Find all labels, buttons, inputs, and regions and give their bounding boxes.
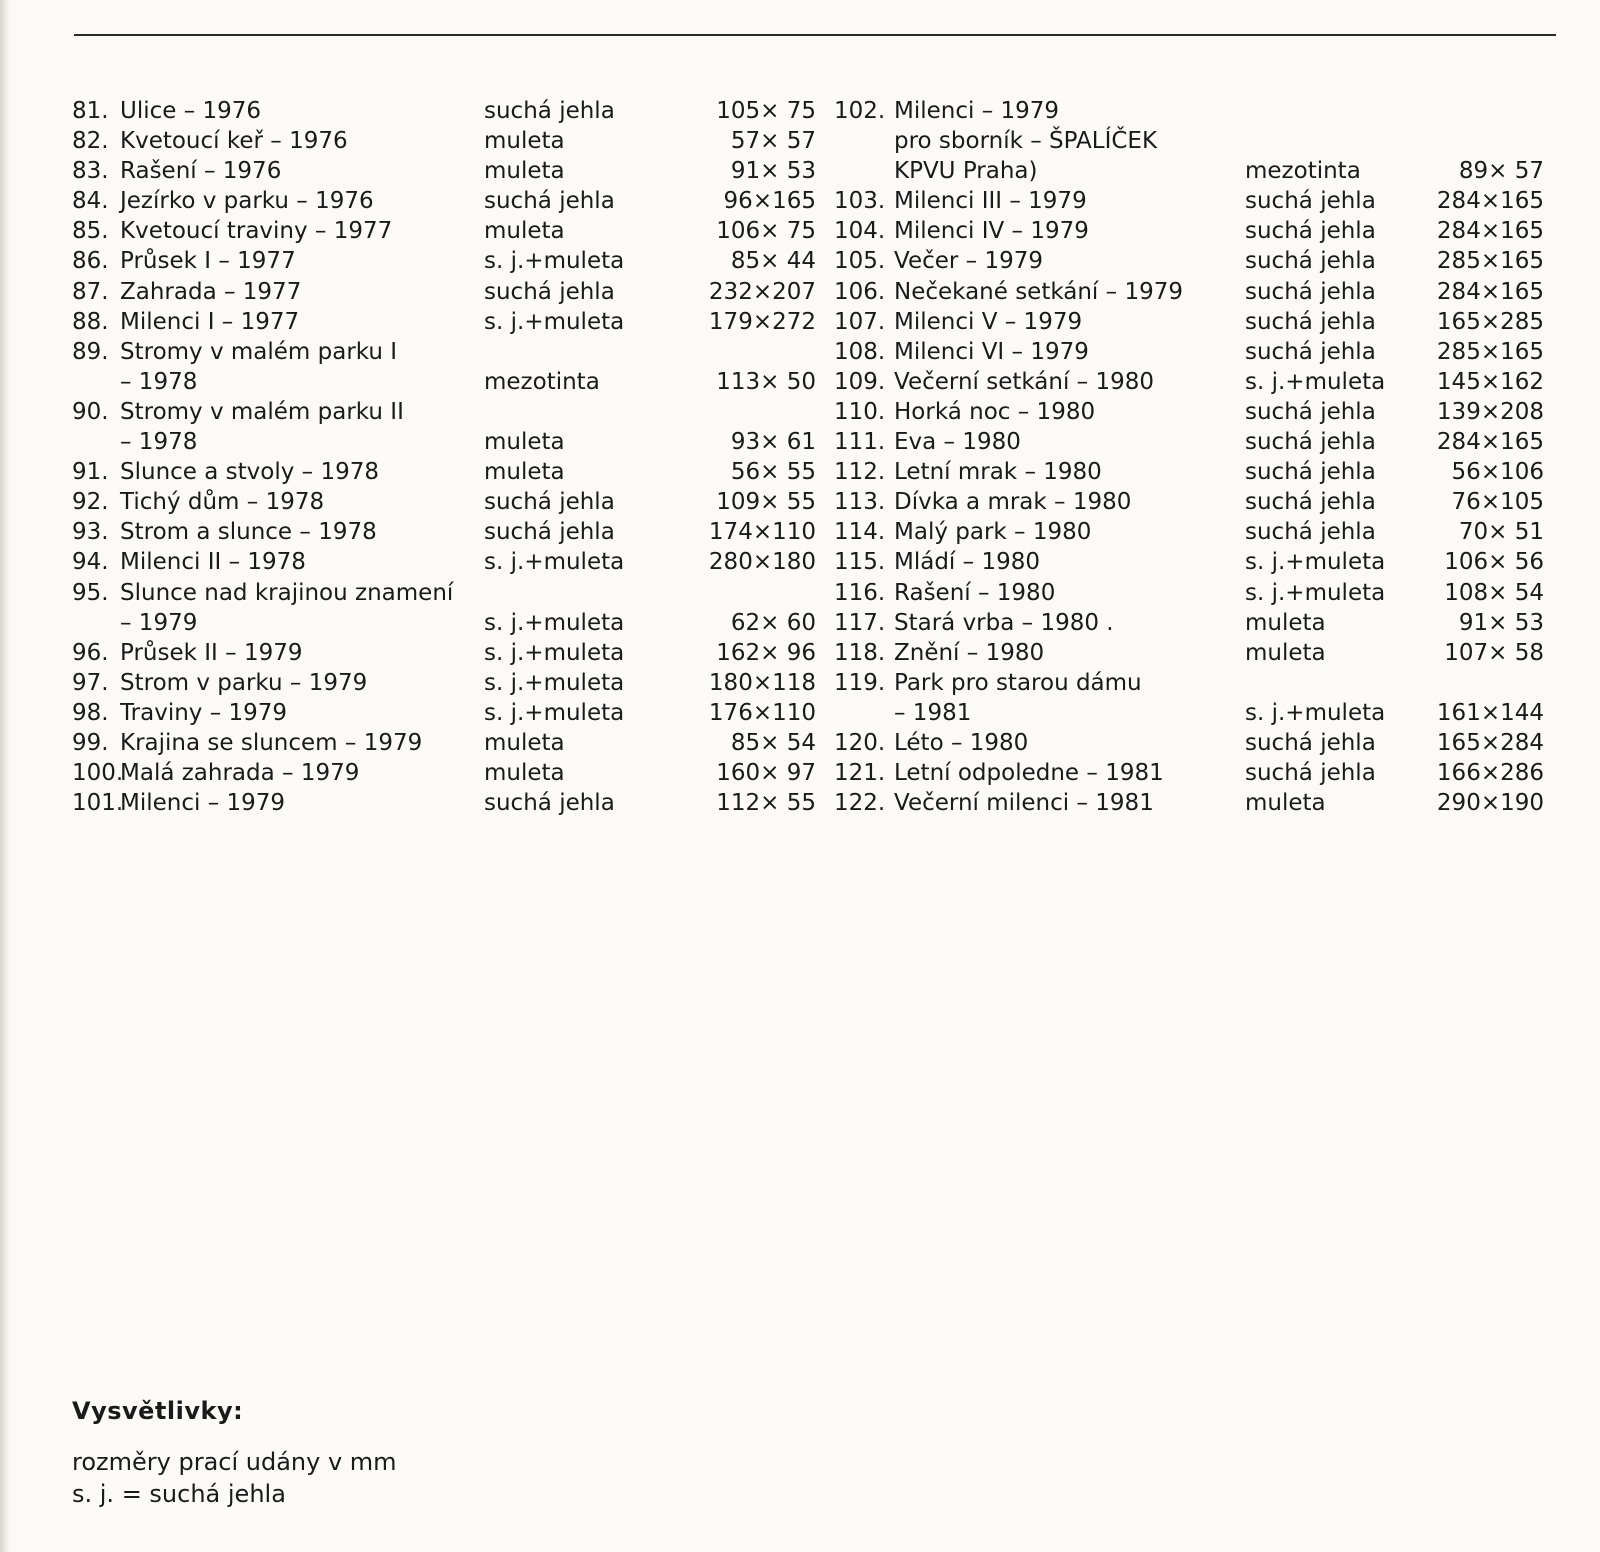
entry-title: Milenci III – 1979 bbox=[894, 188, 1087, 215]
catalog-entry bbox=[72, 186, 816, 216]
entry-technique: mezotinta bbox=[484, 368, 600, 395]
catalog-entry bbox=[72, 216, 816, 246]
entry-technique: muleta bbox=[484, 760, 565, 787]
legend-title: Vysvětlivky: bbox=[72, 1397, 244, 1425]
entry-technique: s. j.+muleta bbox=[1245, 368, 1386, 395]
catalog-entry bbox=[834, 126, 1534, 156]
entry-number: 95. bbox=[72, 579, 109, 606]
entry-technique: suchá jehla bbox=[1245, 248, 1376, 275]
catalog-entry bbox=[72, 307, 816, 337]
entry-technique: suchá jehla bbox=[1245, 729, 1376, 756]
entry-number: 106. bbox=[834, 278, 886, 305]
entry-number: 102. bbox=[834, 98, 886, 124]
entry-technique: s. j.+muleta bbox=[484, 308, 625, 335]
entry-technique: s. j.+muleta bbox=[484, 609, 625, 636]
entry-dimensions: 89× 57 bbox=[1458, 158, 1544, 185]
catalog-entry bbox=[72, 668, 816, 698]
entry-technique: suchá jehla bbox=[1245, 429, 1376, 456]
entry-number: 104. bbox=[834, 218, 886, 245]
entry-number: 114. bbox=[834, 519, 886, 546]
entry-technique: muleta bbox=[484, 459, 565, 486]
entry-title: Rašení – 1980 bbox=[894, 579, 1056, 606]
entry-title: Večerní setkání – 1980 bbox=[894, 368, 1155, 395]
entry-dimensions: 179×272 bbox=[708, 308, 816, 335]
entry-dimensions: 180×118 bbox=[708, 669, 816, 696]
entry-dimensions: 56×106 bbox=[1451, 459, 1544, 486]
catalog-entry bbox=[72, 578, 772, 608]
entry-title: Stromy v malém parku I bbox=[120, 338, 398, 365]
entry-technique: suchá jehla bbox=[484, 278, 615, 305]
entry-dimensions: 176×110 bbox=[708, 699, 816, 726]
catalog-entry bbox=[834, 156, 1544, 186]
entry-number: 110. bbox=[834, 398, 886, 425]
entry-dimensions: 112× 55 bbox=[716, 790, 816, 817]
entry-number: 83. bbox=[72, 158, 109, 185]
entry-title: Kvetoucí traviny – 1977 bbox=[120, 218, 393, 245]
entry-dimensions: 139×208 bbox=[1436, 398, 1544, 425]
catalog-entry bbox=[834, 277, 1544, 307]
catalog-entry bbox=[834, 487, 1544, 517]
entry-number: 103. bbox=[834, 188, 886, 215]
entry-title: Průsek I – 1977 bbox=[120, 248, 296, 275]
entry-number: 85. bbox=[72, 218, 109, 245]
entry-technique: s. j.+muleta bbox=[484, 639, 625, 666]
entry-dimensions: 166×286 bbox=[1436, 760, 1544, 787]
entry-dimensions: 160× 97 bbox=[716, 760, 816, 787]
entry-title: Ulice – 1976 bbox=[120, 98, 262, 124]
entry-dimensions: 93× 61 bbox=[730, 429, 816, 456]
entry-dimensions: 285×165 bbox=[1436, 338, 1544, 365]
entry-technique: suchá jehla bbox=[1245, 459, 1376, 486]
entry-number: 116. bbox=[834, 579, 886, 606]
entry-title: Milenci VI – 1979 bbox=[894, 338, 1089, 365]
entry-technique: s. j.+muleta bbox=[484, 549, 625, 576]
entry-dimensions: 109× 55 bbox=[716, 489, 816, 516]
entry-technique: suchá jehla bbox=[1245, 489, 1376, 516]
entry-number: 99. bbox=[72, 729, 109, 756]
entry-number: 112. bbox=[834, 459, 886, 486]
entry-title: Průsek II – 1979 bbox=[120, 639, 303, 666]
entry-title: Eva – 1980 bbox=[894, 429, 1021, 456]
entry-dimensions: 85× 54 bbox=[730, 729, 816, 756]
entry-number: 82. bbox=[72, 128, 109, 155]
entry-dimensions: 56× 55 bbox=[730, 459, 816, 486]
catalog-entry bbox=[72, 758, 816, 788]
entry-dimensions: 106× 56 bbox=[1444, 549, 1544, 576]
catalog-entry bbox=[72, 517, 816, 547]
entry-technique: mezotinta bbox=[1245, 158, 1361, 185]
entry-title: Malý park – 1980 bbox=[894, 519, 1092, 546]
catalog-entry bbox=[72, 547, 816, 577]
entry-number: 88. bbox=[72, 308, 109, 335]
entry-dimensions: 113× 50 bbox=[716, 368, 816, 395]
entry-title: Dívka a mrak – 1980 bbox=[894, 489, 1132, 516]
catalog-entry bbox=[72, 728, 816, 758]
entry-number: 121. bbox=[834, 760, 886, 787]
entry-technique: muleta bbox=[484, 218, 565, 245]
entry-technique: suchá jehla bbox=[484, 790, 615, 817]
catalog-entry bbox=[72, 96, 816, 126]
entry-technique: muleta bbox=[484, 729, 565, 756]
catalog-entry bbox=[834, 547, 1544, 577]
entry-dimensions: 105× 75 bbox=[716, 98, 816, 124]
entry-dimensions: 284×165 bbox=[1436, 218, 1544, 245]
entry-title: Malá zahrada – 1979 bbox=[120, 760, 360, 787]
entry-number: 98. bbox=[72, 699, 109, 726]
entry-technique: muleta bbox=[1245, 790, 1326, 817]
catalog-entry bbox=[72, 638, 816, 668]
entry-dimensions: 106× 75 bbox=[716, 218, 816, 245]
catalog-column-right bbox=[834, 96, 1544, 818]
entry-technique: s. j.+muleta bbox=[1245, 579, 1386, 606]
entry-technique: suchá jehla bbox=[1245, 308, 1376, 335]
entry-title: Slunce a stvoly – 1978 bbox=[120, 459, 379, 486]
catalog-entry bbox=[72, 337, 772, 367]
entry-technique: suchá jehla bbox=[484, 489, 615, 516]
catalog-entry bbox=[834, 788, 1544, 818]
entry-number: 87. bbox=[72, 278, 109, 305]
entry-title: pro sborník – ŠPALÍČEK bbox=[894, 128, 1158, 155]
entry-technique: muleta bbox=[484, 158, 565, 185]
entry-title: Strom v parku – 1979 bbox=[120, 669, 368, 696]
entry-dimensions: 165×285 bbox=[1436, 308, 1544, 335]
entry-title: Slunce nad krajinou znamení bbox=[120, 579, 454, 606]
entry-title: Mládí – 1980 bbox=[894, 549, 1040, 576]
entry-technique: suchá jehla bbox=[1245, 218, 1376, 245]
entry-title: Znění – 1980 bbox=[894, 639, 1045, 666]
catalog-entry bbox=[834, 427, 1544, 457]
catalog-entry bbox=[72, 698, 816, 728]
entry-title: Horká noc – 1980 bbox=[894, 398, 1096, 425]
catalog-entry bbox=[834, 367, 1544, 397]
entry-dimensions: 232×207 bbox=[708, 278, 816, 305]
entry-number: 111. bbox=[834, 429, 886, 456]
entry-technique: s. j.+muleta bbox=[1245, 549, 1386, 576]
entry-technique: suchá jehla bbox=[1245, 188, 1376, 215]
entry-dimensions: 284×165 bbox=[1436, 429, 1544, 456]
entry-technique: suchá jehla bbox=[484, 98, 615, 124]
entry-number: 89. bbox=[72, 338, 109, 365]
entry-number: 101. bbox=[72, 790, 124, 817]
entry-title: Léto – 1980 bbox=[894, 729, 1029, 756]
entry-dimensions: 145×162 bbox=[1436, 368, 1544, 395]
entry-title: Letní mrak – 1980 bbox=[894, 459, 1102, 486]
entry-number: 100. bbox=[72, 760, 124, 787]
catalog-entry bbox=[834, 608, 1544, 638]
entry-number: 115. bbox=[834, 549, 886, 576]
entry-number: 96. bbox=[72, 639, 109, 666]
catalog-entry bbox=[72, 487, 816, 517]
entry-number: 109. bbox=[834, 368, 886, 395]
entry-title: – 1979 bbox=[120, 609, 198, 636]
entry-title: Milenci IV – 1979 bbox=[894, 218, 1089, 245]
entry-dimensions: 107× 58 bbox=[1444, 639, 1544, 666]
entry-number: 107. bbox=[834, 308, 886, 335]
entry-title: Traviny – 1979 bbox=[120, 699, 288, 726]
entry-title: Večerní milenci – 1981 bbox=[894, 790, 1154, 817]
entry-number: 118. bbox=[834, 639, 886, 666]
entry-technique: s. j.+muleta bbox=[484, 669, 625, 696]
page-binding-shadow bbox=[0, 0, 10, 1552]
entry-dimensions: 174×110 bbox=[708, 519, 816, 546]
entry-number: 91. bbox=[72, 459, 109, 486]
entry-dimensions: 161×144 bbox=[1436, 699, 1544, 726]
entry-technique: muleta bbox=[1245, 639, 1326, 666]
entry-number: 93. bbox=[72, 519, 109, 546]
entry-number: 120. bbox=[834, 729, 886, 756]
entry-technique: s. j.+muleta bbox=[484, 248, 625, 275]
entry-dimensions: 91× 53 bbox=[1458, 609, 1544, 636]
entry-dimensions: 96×165 bbox=[723, 188, 816, 215]
entry-title: Stará vrba – 1980 . bbox=[894, 609, 1114, 636]
entry-dimensions: 285×165 bbox=[1436, 248, 1544, 275]
legend-abbreviation-note: s. j. = suchá jehla bbox=[72, 1480, 286, 1508]
entry-title: Kvetoucí keř – 1976 bbox=[120, 128, 348, 155]
entry-technique: suchá jehla bbox=[1245, 338, 1376, 365]
entry-title: Milenci I – 1977 bbox=[120, 308, 300, 335]
entry-technique: muleta bbox=[484, 429, 565, 456]
header-rule bbox=[74, 34, 1556, 36]
entry-technique: s. j.+muleta bbox=[484, 699, 625, 726]
entry-number: 94. bbox=[72, 549, 109, 576]
entry-number: 119. bbox=[834, 669, 886, 696]
entry-title: Zahrada – 1977 bbox=[120, 278, 302, 305]
entry-title: Milenci II – 1978 bbox=[120, 549, 306, 576]
entry-number: 105. bbox=[834, 248, 886, 275]
entry-technique: muleta bbox=[1245, 609, 1326, 636]
entry-title: Tichý dům – 1978 bbox=[120, 489, 325, 516]
entry-technique: suchá jehla bbox=[484, 519, 615, 546]
entry-dimensions: 62× 60 bbox=[730, 609, 816, 636]
catalog-entry bbox=[834, 397, 1544, 427]
catalog-entry bbox=[834, 517, 1544, 547]
entry-dimensions: 108× 54 bbox=[1444, 579, 1544, 606]
entry-title: Park pro starou dámu bbox=[894, 669, 1142, 696]
catalog-entry bbox=[834, 638, 1544, 668]
entry-dimensions: 91× 53 bbox=[730, 158, 816, 185]
entry-dimensions: 280×180 bbox=[708, 549, 816, 576]
entry-number: 86. bbox=[72, 248, 109, 275]
entry-technique: s. j.+muleta bbox=[1245, 699, 1386, 726]
catalog-entry bbox=[72, 427, 816, 457]
legend-dimensions-note: rozměry prací udány v mm bbox=[72, 1448, 397, 1476]
entry-technique: suchá jehla bbox=[1245, 760, 1376, 787]
entry-title: Nečekané setkání – 1979 bbox=[894, 278, 1183, 305]
catalog-entry bbox=[834, 457, 1544, 487]
entry-title: Milenci – 1979 bbox=[120, 790, 286, 817]
entry-title: Strom a slunce – 1978 bbox=[120, 519, 377, 546]
catalog-entry bbox=[72, 367, 816, 397]
entry-technique: suchá jehla bbox=[1245, 278, 1376, 305]
entry-title: Večer – 1979 bbox=[894, 248, 1044, 275]
entry-title: Milenci V – 1979 bbox=[894, 308, 1083, 335]
entry-number: 113. bbox=[834, 489, 886, 516]
entry-dimensions: 165×284 bbox=[1436, 729, 1544, 756]
catalog-entry bbox=[72, 246, 816, 276]
entry-number: 117. bbox=[834, 609, 886, 636]
entry-dimensions: 85× 44 bbox=[730, 248, 816, 275]
catalog-column-left bbox=[72, 96, 816, 818]
entry-title: Letní odpoledne – 1981 bbox=[894, 760, 1164, 787]
entry-title: Milenci – 1979 bbox=[894, 98, 1060, 124]
catalog-entry bbox=[834, 96, 1534, 126]
catalog-entry bbox=[72, 788, 816, 818]
catalog-entry bbox=[834, 698, 1544, 728]
entry-number: 108. bbox=[834, 338, 886, 365]
catalog-entry bbox=[72, 608, 816, 638]
entry-title: – 1978 bbox=[120, 368, 198, 395]
entry-number: 84. bbox=[72, 188, 109, 215]
entry-dimensions: 284×165 bbox=[1436, 278, 1544, 305]
entry-dimensions: 162× 96 bbox=[716, 639, 816, 666]
entry-number: 90. bbox=[72, 398, 109, 425]
entry-title: Rašení – 1976 bbox=[120, 158, 282, 185]
entry-title: Krajina se sluncem – 1979 bbox=[120, 729, 423, 756]
entry-title: – 1981 bbox=[894, 699, 972, 726]
catalog-entry bbox=[834, 668, 1534, 698]
entry-title: KPVU Praha) bbox=[894, 158, 1038, 185]
catalog-entry bbox=[72, 277, 816, 307]
catalog-entry bbox=[834, 186, 1544, 216]
entry-number: 97. bbox=[72, 669, 109, 696]
catalog-entry bbox=[834, 307, 1544, 337]
catalog-entry bbox=[834, 246, 1544, 276]
catalog-entry bbox=[72, 156, 816, 186]
entry-technique: muleta bbox=[484, 128, 565, 155]
catalog-entry bbox=[72, 457, 816, 487]
entry-dimensions: 76×105 bbox=[1451, 489, 1544, 516]
entry-dimensions: 284×165 bbox=[1436, 188, 1544, 215]
catalog-entry bbox=[834, 728, 1544, 758]
catalog-entry bbox=[834, 216, 1544, 246]
catalog-entry bbox=[834, 578, 1544, 608]
catalog-entry bbox=[72, 397, 772, 427]
entry-dimensions: 70× 51 bbox=[1458, 519, 1544, 546]
entry-dimensions: 290×190 bbox=[1436, 790, 1544, 817]
entry-title: Jezírko v parku – 1976 bbox=[120, 188, 374, 215]
catalog-entry bbox=[834, 758, 1544, 788]
entry-number: 92. bbox=[72, 489, 109, 516]
entry-number: 81. bbox=[72, 98, 109, 124]
entry-number: 122. bbox=[834, 790, 886, 817]
catalog-entry bbox=[72, 126, 816, 156]
catalog-entry bbox=[834, 337, 1544, 367]
entry-dimensions: 57× 57 bbox=[730, 128, 816, 155]
entry-technique: suchá jehla bbox=[1245, 519, 1376, 546]
entry-title: Stromy v malém parku II bbox=[120, 398, 404, 425]
entry-title: – 1978 bbox=[120, 429, 198, 456]
entry-technique: suchá jehla bbox=[484, 188, 615, 215]
entry-technique: suchá jehla bbox=[1245, 398, 1376, 425]
